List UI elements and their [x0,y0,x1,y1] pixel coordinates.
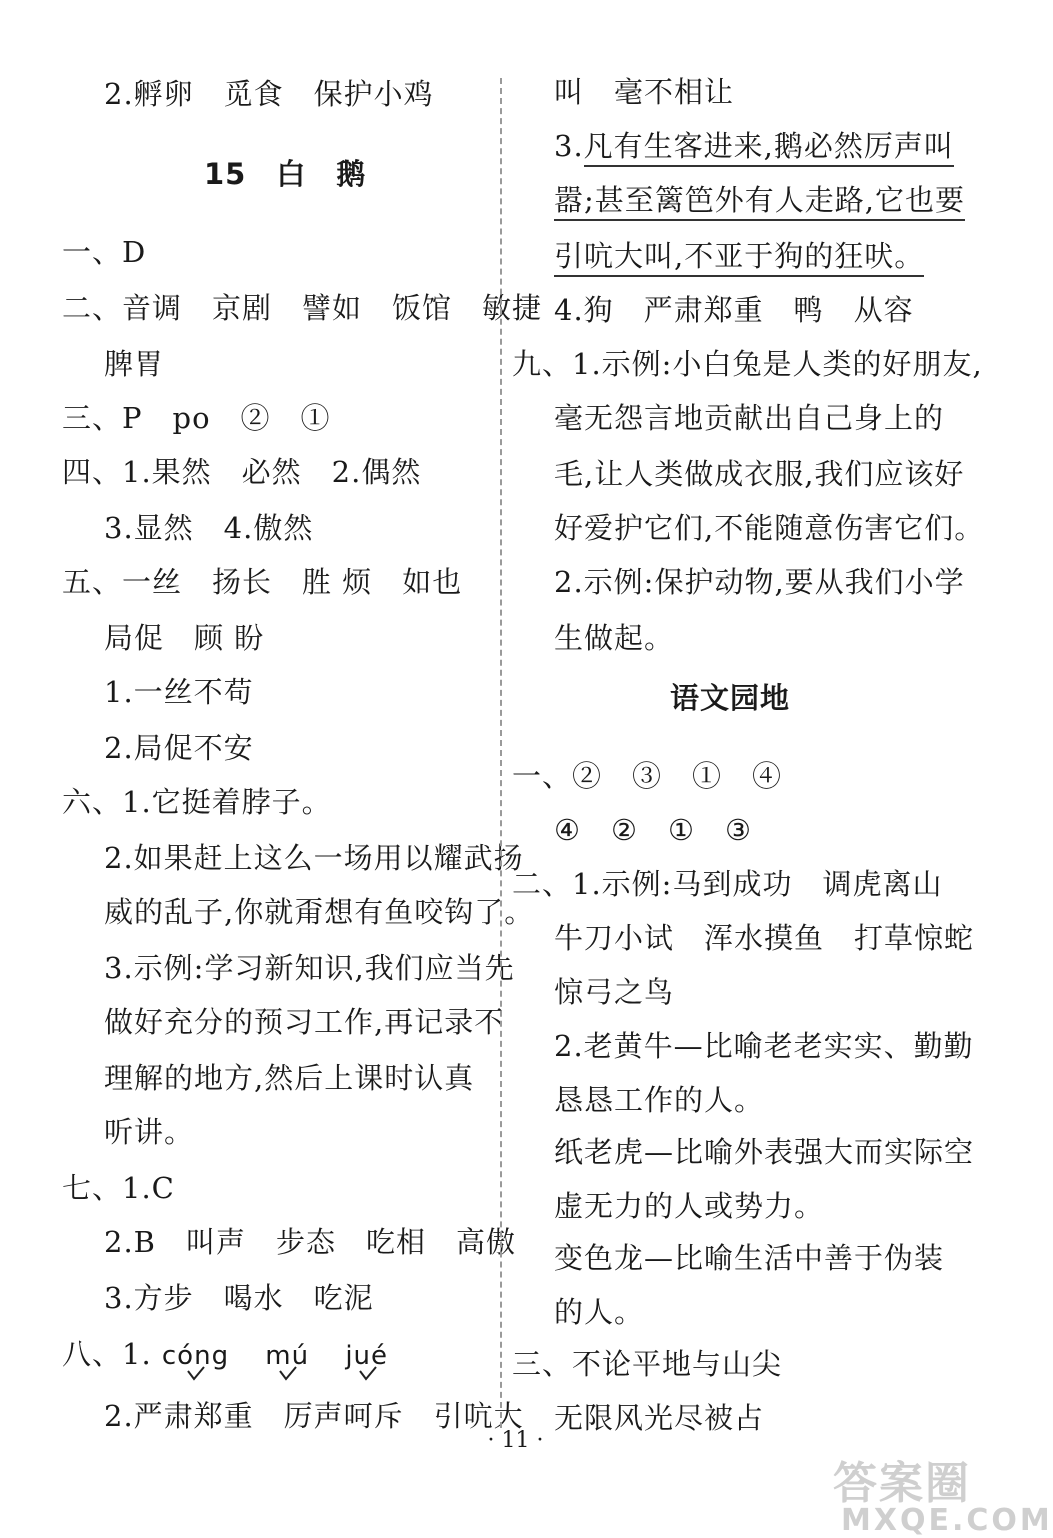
left-line-18: 理解的地方,然后上课时认真 [104,1061,475,1095]
left-line-6: 三、P po ② ① [62,401,331,435]
underlined-sentence-1: 凡有生客进来,鹅必然厉声叫 [584,129,954,167]
left-line-9: 五、一丝 扬长 胜 烦 如也 [62,565,463,599]
right-line-1: 叫 毫不相让 [554,75,735,109]
right-line-16: 牛刀小试 浑水摸鱼 打草惊蛇 [554,921,975,955]
right-line-22: 变色龙—比喻生活中善于伪装 [554,1241,945,1275]
right-line-7: 毫无怨言地贡献出自己身上的 [554,401,945,435]
left-line-11: 1.一丝不苟 [104,675,254,709]
left-line-13: 六、1.它挺着脖子。 [62,785,332,819]
underlined-sentence-2: 嚣;甚至篱笆外有人走路,它也要 [554,183,965,221]
right-line-18: 2.老黄牛—比喻老老实实、勤勤 [554,1029,974,1063]
right-line-24: 三、不论平地与山尖 [512,1347,783,1381]
right-line-10: 2.示例:保护动物,要从我们小学 [554,565,965,599]
column-divider [500,78,502,1428]
watermark-logo [833,1458,1053,1538]
pinyin-mu-text: mú [265,1341,310,1371]
right-line-6: 九、1.示例:小白兔是人类的好朋友, [512,347,983,381]
right-line-11: 生做起。 [554,621,675,655]
left-line-19: 听讲。 [104,1115,195,1149]
item-3-number: 3. [554,129,584,163]
underlined-sentence-3: 引吭大叫,不亚于狗的狂吠。 [554,239,924,277]
left-line-16: 3.示例:学习新知识,我们应当先 [104,951,515,985]
right-line-23: 的人。 [554,1295,645,1329]
checkmark-icon [279,1366,297,1380]
left-line-17: 做好充分的预习工作,再记录不 [104,1005,505,1039]
left-line-8: 3.显然 4.傲然 [104,511,314,545]
right-line-4 [554,236,924,276]
left-line-23 [62,1334,414,1376]
left-line-21: 2.B 叫声 步态 吃相 高傲 [104,1225,516,1259]
right-line-14: ④ ② ① ③ [554,813,752,847]
right-line-2 [554,126,954,166]
pinyin-jue [345,1336,388,1376]
left-line-15: 威的乱子,你就甭想有鱼咬钩了。 [104,895,535,929]
pinyin-mu [265,1336,309,1376]
left-line-3: 一、D [62,235,147,269]
right-line-13: 一、② ③ ① ④ [512,759,783,793]
right-line-17: 惊弓之鸟 [554,975,675,1009]
right-line-8: 毛,让人类做成衣服,我们应该好 [554,457,965,491]
left-line-4: 二、音调 京剧 譬如 饭馆 敏捷 [62,291,543,325]
right-line-15: 二、1.示例:马到成功 调虎离山 [512,867,943,901]
right-line-5: 4.狗 严肃郑重 鸭 从容 [554,293,914,327]
left-line-5: 脾胃 [104,347,165,381]
watermark-en: MXQE.COM [841,1503,1053,1538]
right-line-3 [554,180,965,220]
left-line-12: 2.局促不安 [104,731,254,765]
checkmark-icon [187,1366,205,1380]
lesson-15-title: 15 白 鹅 [204,157,367,191]
left-line-14: 2.如果赶上这么一场用以耀武扬 [104,841,524,875]
right-line-25: 无限风光尽被占 [554,1401,765,1435]
right-line-21: 虚无力的人或势力。 [554,1189,825,1223]
section-title-yuwen-yuandi: 语文园地 [670,681,791,715]
left-line-10: 局促 顾 盼 [104,621,265,655]
left-line-22: 3.方步 喝水 吃泥 [104,1281,374,1315]
left-line-1: 2.孵卵 觅食 保护小鸡 [104,77,434,111]
left-line-7: 四、1.果然 必然 2.偶然 [62,455,422,489]
page-number: · 11 · [487,1428,544,1453]
watermark-cn: 答案圈 [833,1458,971,1509]
checkmark-icon [359,1366,377,1380]
question-8-prefix: 八、1. [62,1337,152,1371]
pinyin-jue-text: jué [345,1341,389,1371]
pinyin-cong-text: cóng [161,1341,230,1371]
pinyin-cong [162,1336,229,1376]
right-line-19: 恳恳工作的人。 [554,1083,765,1117]
left-line-24: 2.严肃郑重 厉声呵斥 引吭大 [104,1399,524,1433]
left-line-20: 七、1.C [62,1171,175,1205]
right-line-20: 纸老虎—比喻外表强大而实际空 [554,1135,975,1169]
right-line-9: 好爱护它们,不能随意伤害它们。 [554,511,985,545]
